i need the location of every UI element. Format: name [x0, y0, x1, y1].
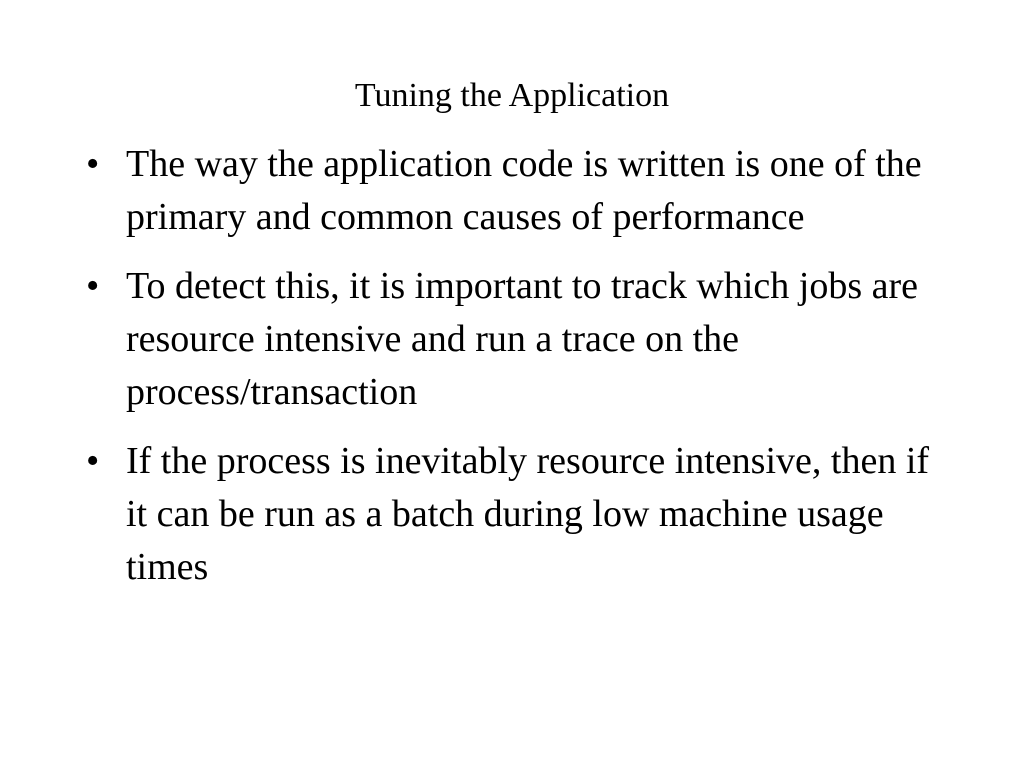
- bullet-item-3: [84, 435, 944, 594]
- bullet-list: [84, 138, 944, 610]
- bullet-icon: •: [86, 265, 100, 307]
- bullet-text-1: The way the application code is written is one of the primary and common causes of performance: [126, 143, 922, 238]
- bullet-icon: •: [86, 143, 100, 185]
- bullet-text-3: If the process is inevitably resource intensive, then if it can be run as a batch during low machine usage times: [126, 440, 930, 588]
- slide-title: Tuning the Application: [354, 77, 670, 114]
- bullet-item-2: [84, 260, 944, 419]
- bullet-item-1: [84, 138, 944, 244]
- bullet-text-2: To detect this, it is important to track which jobs are resource intensive and run a trace on the process/transaction: [126, 265, 918, 413]
- bullet-icon: •: [86, 440, 100, 482]
